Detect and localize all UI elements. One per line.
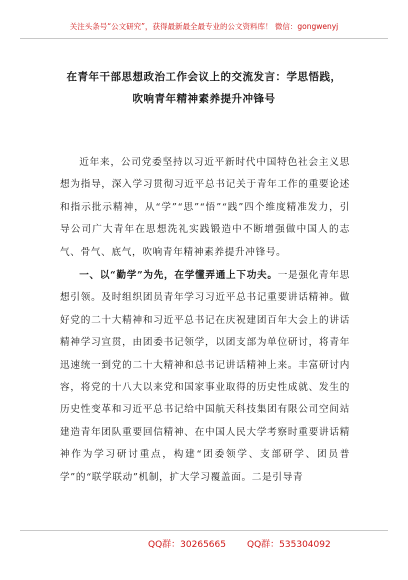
document-title xyxy=(40,66,368,110)
footer-qq-group-2: QQ群：535304092 xyxy=(247,540,331,550)
footer-qq-group-1: QQ群：30265665 xyxy=(148,540,226,550)
section-1-body: 一是强化青年思想引领。及时组织团员青年学习习近平总书记重要讲话精神。做好党的二十大精神和习近平总书记在庆祝建团百年大会上的讲话精神学习宣贯，由团委书记领学，以团支部为单位研讨，将青年迅速统一到党的二十大精神和总书记讲话精神上来。丰富研讨内容，将党的十八大以来党和国家事业取得的历史性成就、发生的历史性变革和习近平总书记给中国航天科技集团有限公司空间站建造青年团队重要回信精神、在中国人民大学考察时重要讲话精神作为学习研讨重点，构建“团委领学、支部研学、团员普学”的“联学联动”机制，扩大学习覆盖面。二是引导青 xyxy=(60,270,350,483)
section-1-heading: 一、以“勤学”为先，在学懂弄通上下功夫。 xyxy=(79,270,278,281)
footer xyxy=(20,530,388,557)
paragraph-intro: 近年来，公司党委坚持以习近平新时代中国特色社会主义思想为指导，深入学习贯彻习近平总书记关于青年工作的重要论述和指示批示精神，从“学”“思”“悟”“践”四个维度精准发力，引导公司广大青年在思想洗礼实践锻造中不断增强做中国人的志气、骨气、底气，吹响青年精神素养提升冲锋号。 xyxy=(60,157,350,258)
paragraph-section-1 xyxy=(60,265,350,489)
document-title-line-2: 吹响青年精神素养提升冲锋号 xyxy=(132,93,276,105)
header-banner: 关注头条号“公文研究”，获得最新最全最专业的公文资料库！ 微信：gongwenyj xyxy=(20,18,388,39)
document-title-line-1: 在青年干部思想政治工作会议上的交流发言：学思悟践， xyxy=(66,71,342,83)
